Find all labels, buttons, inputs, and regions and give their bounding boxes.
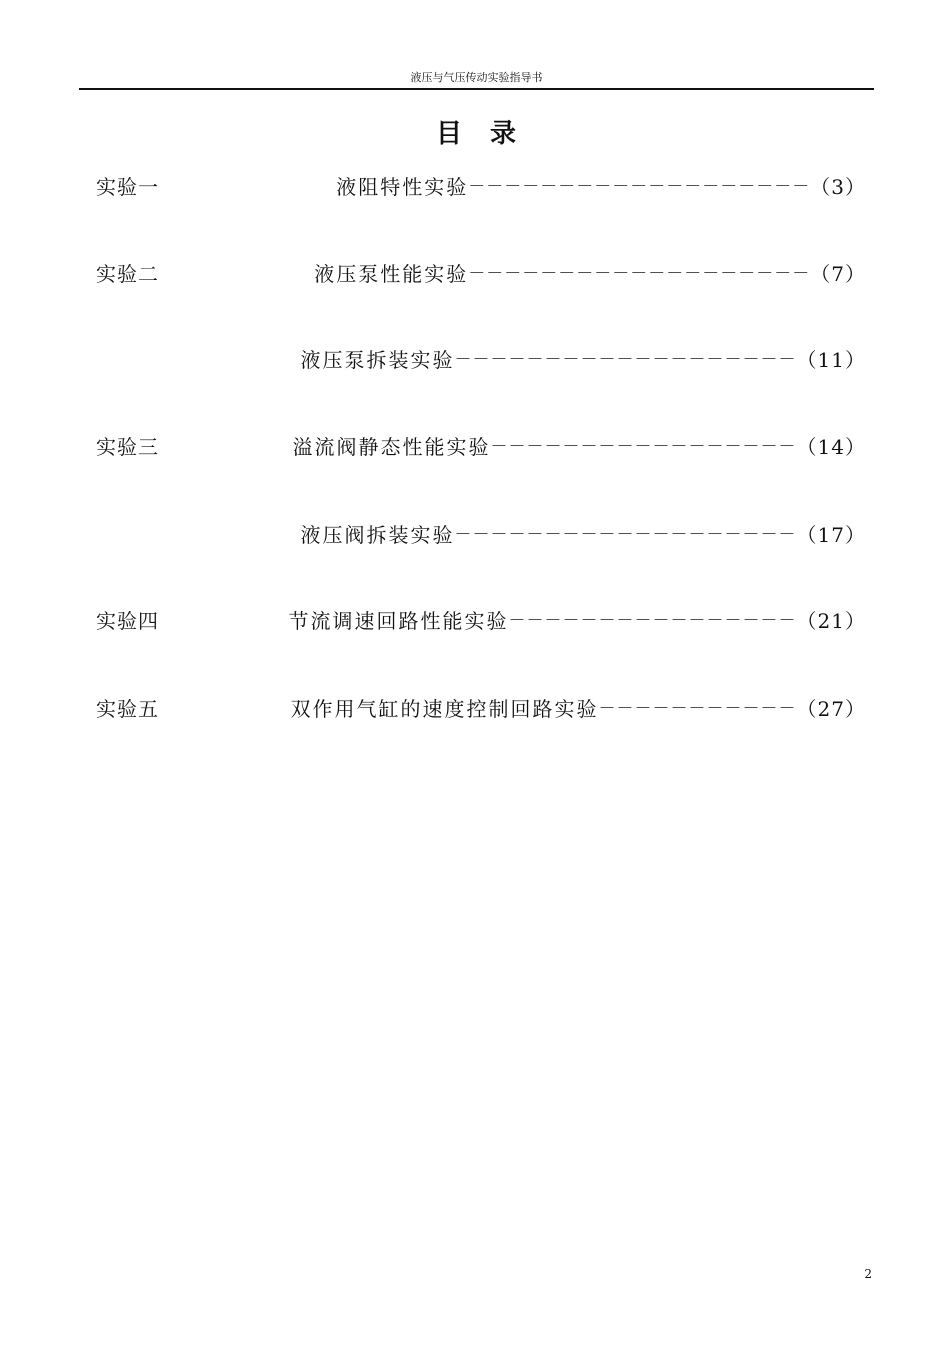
toc-entry-title: 液压泵拆装实验 — [300, 348, 455, 372]
toc-entry-page: （11） — [796, 348, 866, 372]
toc-entry-leader: －－－－－－－－－－－ — [598, 699, 797, 719]
toc-entry-page: （7） — [810, 262, 866, 286]
toc-entry-link[interactable] — [301, 345, 866, 375]
toc-entry-page: （17） — [796, 523, 866, 547]
page-number: 2 — [864, 1267, 872, 1281]
toc-entry-label: 实验五 — [96, 697, 159, 721]
toc-entry-label: 实验一 — [96, 175, 159, 199]
toc-title: 目录 — [435, 119, 544, 149]
toc-entry-leader: －－－－－－－－－－－－－－－－－－－ — [468, 177, 811, 197]
toc-entry-leader: －－－－－－－－－－－－－－－－－－－ — [468, 264, 811, 284]
toc-entry-leader: －－－－－－－－－－－－－－－－ — [508, 611, 797, 631]
toc-entry-link[interactable] — [293, 432, 866, 462]
toc-entry[interactable] — [96, 259, 866, 289]
toc-entry-leader: －－－－－－－－－－－－－－－－－－－ — [454, 525, 797, 545]
toc-entry-link[interactable] — [336, 172, 866, 202]
toc-entry[interactable] — [96, 520, 866, 550]
running-header-title: 液压与气压传动实验指导书 — [410, 71, 543, 84]
toc-entry[interactable] — [96, 694, 866, 724]
running-header — [79, 68, 874, 90]
toc-entry[interactable] — [96, 432, 866, 462]
toc-entry-link[interactable] — [289, 606, 866, 636]
toc-entry-title: 液压泵性能实验 — [314, 262, 469, 286]
toc-entry[interactable] — [96, 345, 866, 375]
toc-entry-title: 节流调速回路性能实验 — [288, 609, 509, 633]
toc-entry-label: 实验四 — [96, 609, 159, 633]
toc-entry-page: （21） — [796, 609, 866, 633]
toc-entry-page: （27） — [796, 697, 866, 721]
toc-entry-link[interactable] — [314, 259, 866, 289]
toc-entry-page: （3） — [810, 175, 866, 199]
toc-entry[interactable] — [96, 172, 866, 202]
toc-entry-page: （14） — [796, 435, 866, 459]
toc-entry-label: 实验三 — [96, 435, 159, 459]
toc-entry-label: 实验二 — [96, 262, 159, 286]
toc-entry-title: 液压阀拆装实验 — [300, 523, 455, 547]
toc-entry-leader: －－－－－－－－－－－－－－－－－ — [490, 437, 797, 457]
toc-entry[interactable] — [96, 606, 866, 636]
toc-entry-link[interactable] — [301, 520, 866, 550]
toc-entry-link[interactable] — [291, 694, 866, 724]
toc-entry-title: 液阻特性实验 — [336, 175, 469, 199]
toc-entry-title: 溢流阀静态性能实验 — [292, 435, 491, 459]
toc-entry-title: 双作用气缸的速度控制回路实验 — [290, 697, 599, 721]
toc-entry-leader: －－－－－－－－－－－－－－－－－－－ — [454, 350, 797, 370]
